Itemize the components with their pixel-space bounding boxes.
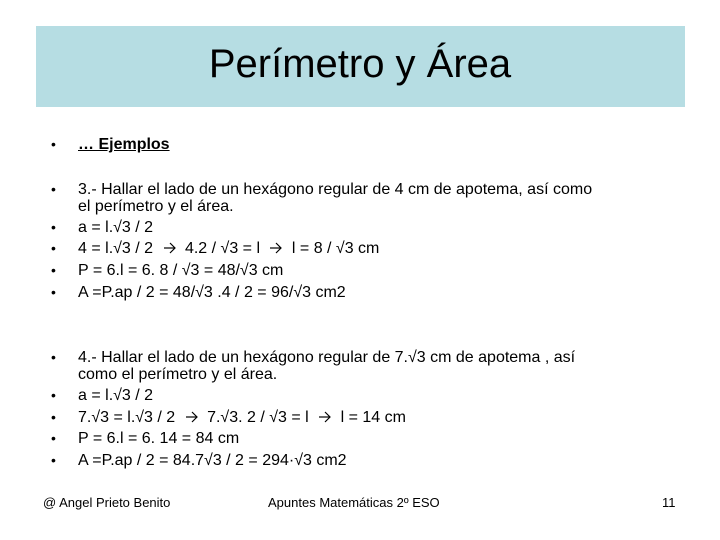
footer-author: @ Angel Prieto Benito <box>43 495 171 510</box>
example4-step2 <box>78 409 678 426</box>
bullet: • <box>51 181 56 197</box>
slide-title: Perímetro y Área <box>208 42 512 86</box>
arrow-right-icon <box>319 410 332 422</box>
bullet: • <box>51 219 56 235</box>
section-heading: … Ejemplos <box>78 136 170 153</box>
bullet: • <box>51 262 56 278</box>
bullet: • <box>51 430 56 446</box>
arrow-right-icon <box>186 410 199 422</box>
bullet: • <box>51 387 56 403</box>
example3-step2-part2: 4.2 / √3 = l <box>184 240 260 257</box>
bullet: • <box>51 349 56 365</box>
example3-step2-part3: l = 8 / √3 cm <box>291 240 380 257</box>
example4-step2-part3: l = 14 cm <box>340 409 406 426</box>
arrow-right-icon <box>270 241 283 253</box>
example3-statement-line2: el perímetro y el área. <box>78 198 234 215</box>
example4-step3: P = 6.l = 6. 14 = 84 cm <box>78 430 240 447</box>
example3-step4: A =P.ap / 2 = 48/√3 .4 / 2 = 96/√3 cm2 <box>78 284 346 301</box>
bullet: • <box>51 240 56 256</box>
example3-step2 <box>78 240 678 257</box>
example4-step4: A =P.ap / 2 = 84.7√3 / 2 = 294·√3 cm2 <box>78 452 347 469</box>
example3-step3: P = 6.l = 6. 8 / √3 = 48/√3 cm <box>78 262 284 279</box>
example4-step1: a = l.√3 / 2 <box>78 387 154 404</box>
bullet: • <box>51 136 56 152</box>
example4-step2-part2: 7.√3. 2 / √3 = l <box>207 409 309 426</box>
example3-statement-line1: 3.- Hallar el lado de un hexágono regular de 4 cm de apotema, así como <box>78 181 593 198</box>
bullet: • <box>51 452 56 468</box>
example3-step2-part1: 4 = l.√3 / 2 <box>78 240 154 257</box>
footer-page-number: 11 <box>662 495 676 510</box>
example4-step2-part1: 7.√3 = l.√3 / 2 <box>78 409 176 426</box>
example3-step1: a = l.√3 / 2 <box>78 219 154 236</box>
bullet: • <box>51 409 56 425</box>
bullet: • <box>51 284 56 300</box>
example4-statement-line1: 4.- Hallar el lado de un hexágono regular de 7.√3 cm de apotema , así <box>78 349 576 366</box>
example4-statement-line2: como el perímetro y el área. <box>78 366 278 383</box>
arrow-right-icon <box>164 241 177 253</box>
footer-course: Apuntes Matemáticas 2º ESO <box>268 495 440 510</box>
